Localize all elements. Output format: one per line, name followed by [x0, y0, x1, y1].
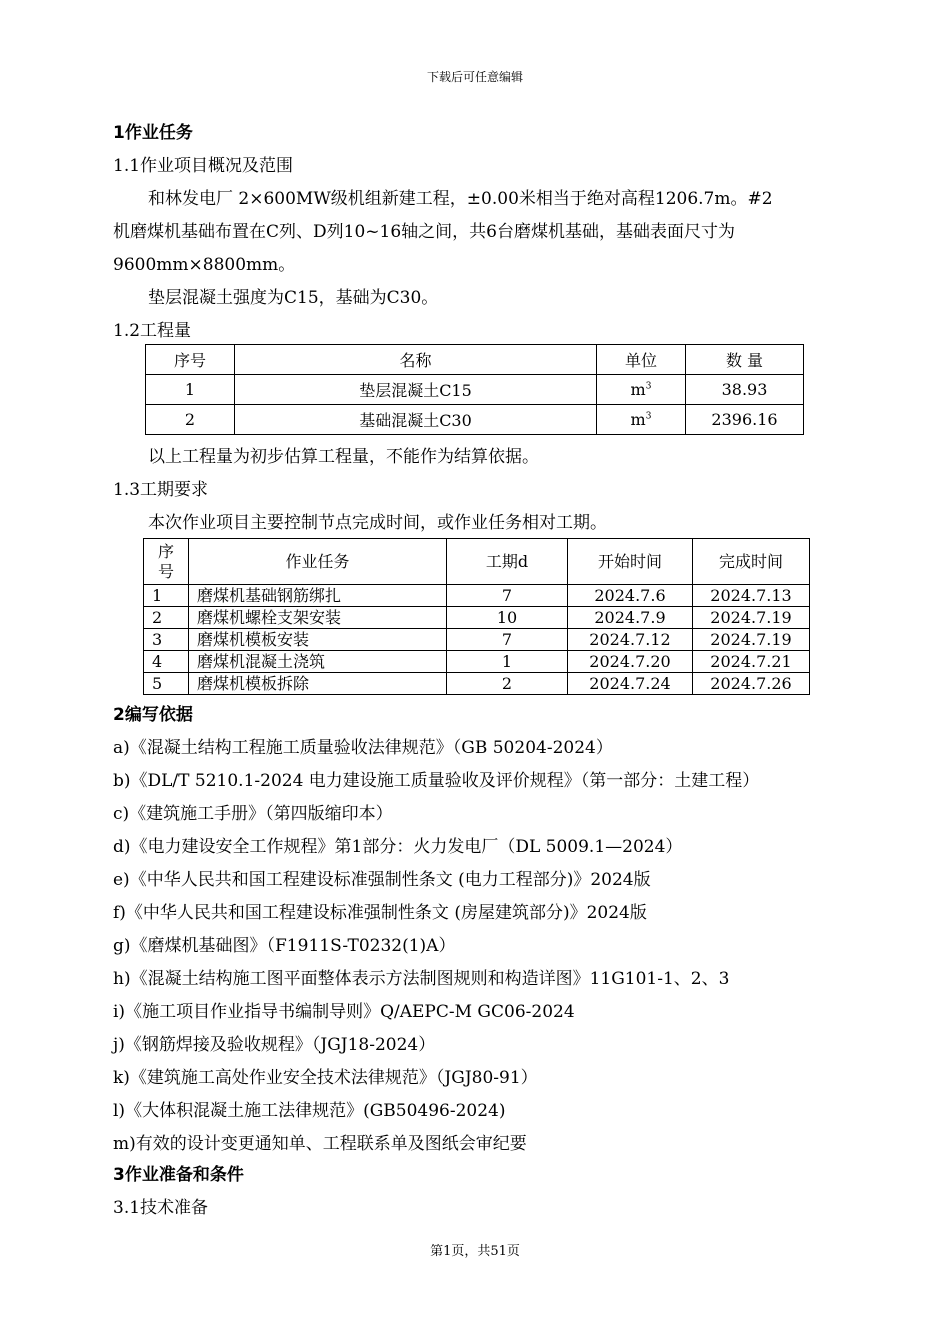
table-header-cell	[144, 539, 189, 585]
reference-item: f)《中华人民共和国工程建设标准强制性条文 (房屋建筑部分)》2024版	[113, 903, 647, 923]
table-cell: 2024.7.20	[568, 651, 693, 673]
page-header: 下载后可任意编辑	[426, 70, 523, 84]
reference-item: m)有效的设计变更通知单、工程联系单及图纸会审纪要	[113, 1134, 527, 1154]
reference-item: e)《中华人民共和国工程建设标准强制性条文 (电力工程部分)》2024版	[113, 870, 651, 890]
reference-item: i)《施工项目作业指导书编制导则》Q/AEPC-M GC06-2024	[113, 1002, 575, 1022]
table-header-cell: 序号	[146, 345, 235, 375]
table-cell: 磨煤机基础钢筋绑扎	[189, 585, 447, 607]
table-cell: 2024.7.13	[693, 585, 810, 607]
table-row	[146, 375, 804, 405]
table-cell: 磨煤机模板安装	[189, 629, 447, 651]
subsection-1-1: 1.1作业项目概况及范围	[113, 156, 294, 176]
table-cell: 1	[144, 585, 189, 607]
table-cell: 7	[447, 629, 568, 651]
table-row	[144, 607, 810, 629]
table-cell: 2	[447, 673, 568, 695]
paragraph-line: 和林发电厂 2×600MW级机组新建工程，±0.00米相当于绝对高程1206.7m。#2	[148, 189, 773, 209]
page-footer: 第1页，共51页	[430, 1244, 520, 1259]
quantity-table	[145, 344, 804, 435]
table-cell: 7	[447, 585, 568, 607]
table-cell: 磨煤机螺栓支架安装	[189, 607, 447, 629]
subsection-3-1: 3.1技术准备	[113, 1198, 209, 1218]
unit-superscript: 3	[645, 411, 652, 422]
table-header-row	[144, 539, 810, 585]
paragraph-line: 机磨煤机基础布置在C列、D列10~16轴之间，共6台磨煤机基础，基础表面尺寸为	[113, 222, 735, 242]
table-cell: 3	[144, 629, 189, 651]
table-cell: 5	[144, 673, 189, 695]
table-cell: 10	[447, 607, 568, 629]
reference-item: d)《电力建设安全工作规程》第1部分：火力发电厂（DL 5009.1—2024）	[113, 837, 683, 857]
quantity-note: 以上工程量为初步估算工程量，不能作为结算依据。	[148, 447, 539, 467]
subsection-1-2: 1.2工程量	[113, 321, 192, 341]
table-cell: 2024.7.24	[568, 673, 693, 695]
reference-item: j)《钢筋焊接及验收规程》（JGJ18-2024）	[113, 1035, 436, 1055]
table-cell: 垫层混凝土C15	[235, 375, 597, 405]
table-cell: 1	[447, 651, 568, 673]
reference-item: l)《大体积混凝土施工法律规范》(GB50496-2024)	[113, 1101, 506, 1121]
schedule-intro: 本次作业项目主要控制节点完成时间，或作业任务相对工期。	[148, 513, 607, 533]
table-header-cell: 作业任务	[189, 539, 447, 585]
table-cell: 4	[144, 651, 189, 673]
table-cell: 磨煤机模板拆除	[189, 673, 447, 695]
table-cell: 磨煤机混凝土浇筑	[189, 651, 447, 673]
unit-superscript: 3	[645, 381, 652, 392]
unit-text: m	[630, 380, 646, 399]
paragraph-line: 垫层混凝土强度为C15，基础为C30。	[148, 288, 439, 308]
paragraph-line: 9600mm×8800mm。	[113, 255, 296, 275]
table-cell	[597, 375, 686, 405]
table-cell: 2024.7.12	[568, 629, 693, 651]
table-row	[144, 629, 810, 651]
table-header-cell: 单位	[597, 345, 686, 375]
reference-item: a)《混凝土结构工程施工质量验收法律规范》（GB 50204-2024）	[113, 738, 613, 758]
table-row	[144, 673, 810, 695]
table-cell: 2024.7.19	[693, 629, 810, 651]
table-cell	[597, 405, 686, 435]
reference-item: k)《建筑施工高处作业安全技术法律规范》（JGJ80-91）	[113, 1068, 538, 1088]
table-cell: 2024.7.26	[693, 673, 810, 695]
schedule-table	[143, 538, 810, 695]
subsection-1-3: 1.3工期要求	[113, 480, 209, 500]
reference-item: g)《磨煤机基础图》（F1911S-T0232(1)A）	[113, 936, 456, 956]
table-cell: 基础混凝土C30	[235, 405, 597, 435]
table-header-cell: 开始时间	[568, 539, 693, 585]
header-no-text: 序号	[157, 541, 174, 581]
table-cell: 1	[146, 375, 235, 405]
table-header-cell: 名称	[235, 345, 597, 375]
table-header-cell: 工期d	[447, 539, 568, 585]
reference-item: h)《混凝土结构施工图平面整体表示方法制图规则和构造详图》11G101-1、2、3	[113, 969, 730, 989]
table-cell: 2	[146, 405, 235, 435]
table-header-row	[146, 345, 804, 375]
table-cell: 2024.7.21	[693, 651, 810, 673]
table-header-cell: 完成时间	[693, 539, 810, 585]
table-cell: 2024.7.6	[568, 585, 693, 607]
unit-text: m	[630, 410, 646, 429]
table-row	[144, 585, 810, 607]
table-cell: 2	[144, 607, 189, 629]
table-row	[146, 405, 804, 435]
table-cell: 2024.7.19	[693, 607, 810, 629]
section-3-title: 3作业准备和条件	[113, 1165, 244, 1185]
table-cell: 2024.7.9	[568, 607, 693, 629]
table-header-cell: 数 量	[686, 345, 804, 375]
table-cell: 2396.16	[686, 405, 804, 435]
reference-item: b)《DL/T 5210.1-2024 电力建设施工质量验收及评价规程》（第一部分：土建工程）	[113, 771, 760, 791]
section-1-title: 1作业任务	[113, 123, 193, 143]
table-row	[144, 651, 810, 673]
table-cell: 38.93	[686, 375, 804, 405]
reference-item: c)《建筑施工手册》（第四版缩印本）	[113, 804, 393, 824]
section-2-title: 2编写依据	[113, 705, 193, 725]
